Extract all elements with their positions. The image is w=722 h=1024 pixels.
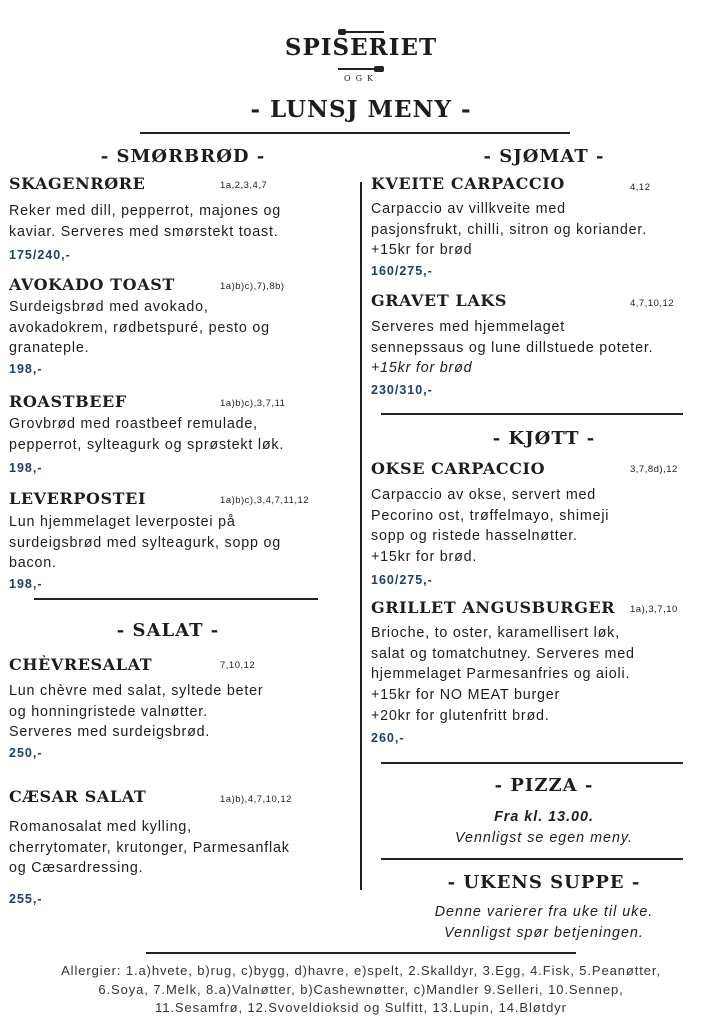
section-divider: [381, 858, 683, 860]
item-price: 230/310,-: [371, 383, 433, 397]
logo-wordmark: SPISERIET: [284, 34, 438, 61]
item-name: GRILLET ANGUSBURGER: [371, 598, 616, 617]
section-title-salat: - SALAT -: [116, 620, 220, 641]
footer-divider: [146, 952, 576, 954]
logo-subtitle: OGK: [344, 74, 378, 83]
item-price: 198,-: [9, 577, 43, 591]
column-divider: [360, 182, 362, 890]
item-name: LEVERPOSTEI: [9, 489, 147, 508]
suppe-note-2: Vennligst spør betjeningen.: [444, 925, 644, 941]
section-divider: [381, 413, 683, 415]
allergen-legend: Allergier: 1.a)hvete, b)rug, c)bygg, d)havre, e)spelt, 2.Skalldyr, 3.Egg, 4.Fisk, 5.Peanøtter, 6.Soya, 7.Melk, 8.a)Valnøtter, b)Cashewnøtter, c)Mandler 9.Selleri, 10.Sennep, 11.Sesamfrø, 12.Svoveldioksid og Sulfitt, 13.Lupin, 14.Bløtdyr: [61, 963, 661, 1015]
section-divider: [34, 598, 318, 600]
item-allergens: 1a),3,7,10: [630, 604, 678, 615]
section-divider: [381, 762, 683, 764]
knife-icon: [338, 66, 384, 72]
item-description: Lun hjemmelaget leverpostei på surdeigsbrød med sylteagurk, sopp og bacon.: [9, 514, 281, 572]
item-name: CHÈVRESALAT: [9, 655, 153, 674]
item-allergens: 1a)b)c),3,4,7,11,12: [220, 495, 310, 506]
item-allergens: 1a,2,3,4,7: [220, 180, 268, 191]
item-description: Romanosalat med kylling, cherrytomater, krutonger, Parmesanflak og Cæsardressing.: [9, 819, 290, 877]
item-allergens: 3,7,8d),12: [630, 464, 678, 475]
pizza-note: Vennligst se egen meny.: [455, 830, 633, 846]
item-price: 255,-: [9, 892, 43, 906]
pizza-time: Fra kl. 13.00.: [494, 809, 594, 825]
item-name: GRAVET LAKS: [371, 291, 508, 310]
item-description: Grovbrød med roastbeef remulade, pepperrot, sylteagurk og sprøstekt løk.: [9, 416, 285, 453]
section-title-suppe: - UKENS SUPPE -: [447, 872, 641, 893]
item-price: 250,-: [9, 746, 43, 760]
section-title-sjomat: - SJØMAT -: [483, 146, 605, 167]
item-name: SKAGENRØRE: [9, 174, 146, 193]
section-title-pizza: - PIZZA -: [494, 775, 594, 796]
item-price: 160/275,-: [371, 573, 433, 587]
item-price: 160/275,-: [371, 264, 433, 278]
item-description: Serveres med hjemmelaget sennepssaus og lune dillstuede poteter. +15kr for brød: [371, 319, 654, 377]
item-allergens: 1a)b)c),7),8b): [220, 281, 285, 292]
item-price: 260,-: [371, 731, 405, 745]
page-title: - LUNSJ MENY -: [250, 96, 472, 123]
item-price: 198,-: [9, 362, 43, 376]
item-price: 198,-: [9, 461, 43, 475]
item-name: AVOKADO TOAST: [9, 275, 175, 294]
item-description: Carpaccio av villkveite med pasjonsfrukt, chilli, sitron og koriander. +15kr for brød: [371, 201, 647, 259]
item-name: OKSE CARPACCIO: [371, 459, 546, 478]
item-allergens: 4,7,10,12: [630, 298, 675, 309]
item-price: 175/240,-: [9, 248, 71, 262]
item-name: KVEITE CARPACCIO: [371, 174, 565, 193]
item-name: ROASTBEEF: [9, 392, 127, 411]
item-allergens: 7,10,12: [220, 660, 256, 671]
section-title-smorbrod: - SMØRBRØD -: [100, 146, 266, 167]
suppe-note-1: Denne varierer fra uke til uke.: [434, 904, 654, 920]
section-title-kjott: - KJØTT -: [492, 428, 596, 449]
item-description: Surdeigsbrød med avokado, avokadokrem, rødbetspuré, pesto og granateple.: [9, 299, 270, 357]
item-allergens: 1a)b)c),3,7,11: [220, 398, 286, 409]
item-allergens: 1a)b),4,7,10,12: [220, 794, 292, 805]
title-divider: [140, 132, 570, 134]
item-description: Brioche, to oster, karamellisert løk, salat og tomatchutney. Serveres med hjemmelaget Parmesanfries og aioli. +15kr for NO MEAT burger +20kr for glutenfritt brød.: [371, 625, 635, 724]
item-allergens: 4,12: [630, 182, 651, 193]
item-description: Lun chèvre med salat, syltede beter og honningristede valnøtter. Serveres med surdeigsbrød.: [9, 683, 264, 741]
item-description: Reker med dill, pepperrot, majones og kaviar. Serveres med smørstekt toast.: [9, 203, 281, 240]
item-description: Carpaccio av okse, servert med Pecorino ost, trøffelmayo, shimeji sopp og ristede hasselnøtter. +15kr for brød.: [371, 487, 610, 566]
item-name: CÆSAR SALAT: [9, 787, 147, 806]
